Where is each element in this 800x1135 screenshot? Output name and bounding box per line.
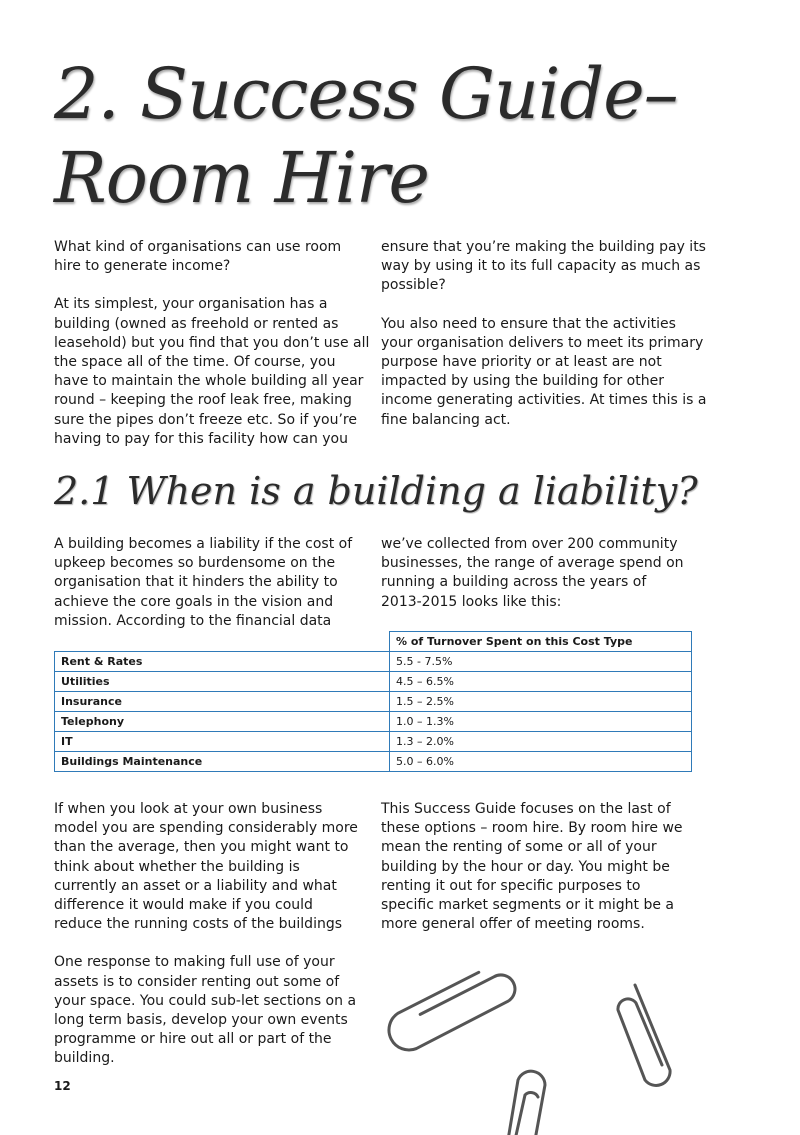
table-header: % of Turnover Spent on this Cost Type (390, 632, 692, 652)
intro-paragraph: You also need to ensure that the activities your organisation delivers to meet its primary purpose have priority or at least are not impacted by using the building for other income generating activities. At times this is a fine balancing act. (381, 315, 707, 428)
cost-value-cell: 5.0 – 6.0% (390, 752, 692, 772)
intro-paragraph-continued: ensure that you’re making the building pay its way by using it to its full capacity as much as possible? (381, 239, 706, 294)
section-right-column (381, 535, 691, 612)
intro-right-column (381, 238, 711, 430)
table-header-blank (55, 632, 390, 652)
cost-value-cell: 4.5 – 6.5% (390, 672, 692, 692)
cost-value-cell: 5.5 - 7.5% (390, 652, 692, 672)
table-header-row (55, 632, 692, 652)
page-title (54, 52, 754, 220)
intro-question: What kind of organisations can use room hire to generate income? (54, 239, 342, 275)
cost-value-cell: 1.5 – 2.5% (390, 692, 692, 712)
table-row (55, 692, 692, 712)
table-row (55, 672, 692, 692)
table-row (55, 712, 692, 732)
paperclip-icon (508, 1071, 545, 1135)
body-right-column (381, 800, 696, 934)
body-paragraph: If when you look at your own business model you are spending considerably more than the average, then you might want to think about whether the building is currently an asset or a liability and what difference it would make if you could reduce the running costs of the buildings (54, 801, 358, 933)
page-number: 12 (54, 1079, 71, 1093)
paperclip-icon (618, 985, 670, 1085)
body-left-column (54, 800, 364, 1069)
body-paragraph: One response to making full use of your assets is to consider renting out some of your space. You could sub-let sections on a long term basis, develop your own events programme or hire out all or part of the building. (54, 954, 357, 1067)
section-paragraph: A building becomes a liability if the cost of upkeep becomes so burdensome on the organisation that it hinders the ability to achieve the core goals in the vision and mission. According to the financial data (54, 536, 353, 629)
section-paragraph-continued: we’ve collected from over 200 community businesses, the range of average spend on running a building across the years of 2013-2015 looks like this: (381, 536, 684, 610)
cost-type-cell: Telephony (55, 712, 390, 732)
table-row (55, 652, 692, 672)
cost-type-cell: Buildings Maintenance (55, 752, 390, 772)
section-heading: 2.1 When is a building a liability? (54, 469, 698, 513)
intro-left-column (54, 238, 372, 449)
paperclip-icon (387, 971, 517, 1051)
cost-type-cell: Insurance (55, 692, 390, 712)
intro-paragraph: At its simplest, your organisation has a building (owned as freehold or rented as leasehold) but you find that you don’t use all the space all of the time. Of course, you have to maintain the whole building all year round – keeping the roof leak free, making sure the pipes don’t freeze etc. So if you’re having to pay for this facility how can you (54, 296, 370, 447)
cost-table (54, 631, 692, 772)
paperclips-illustration (380, 955, 700, 1135)
section-left-column (54, 535, 364, 631)
cost-value-cell: 1.3 – 2.0% (390, 732, 692, 752)
cost-type-cell: Utilities (55, 672, 390, 692)
table-row (55, 752, 692, 772)
page-title-line-1: 2. Success Guide– (54, 53, 678, 135)
cost-type-cell: IT (55, 732, 390, 752)
body-paragraph: This Success Guide focuses on the last of these options – room hire. By room hire we mean the renting of some or all of your building by the hour or day. You might be renting it out for specific purposes to specific market segments or it might be a more general offer of meeting rooms. (381, 801, 683, 933)
cost-value-cell: 1.0 – 1.3% (390, 712, 692, 732)
table-row (55, 732, 692, 752)
page-title-line-2: Room Hire (54, 137, 429, 219)
cost-type-cell: Rent & Rates (55, 652, 390, 672)
